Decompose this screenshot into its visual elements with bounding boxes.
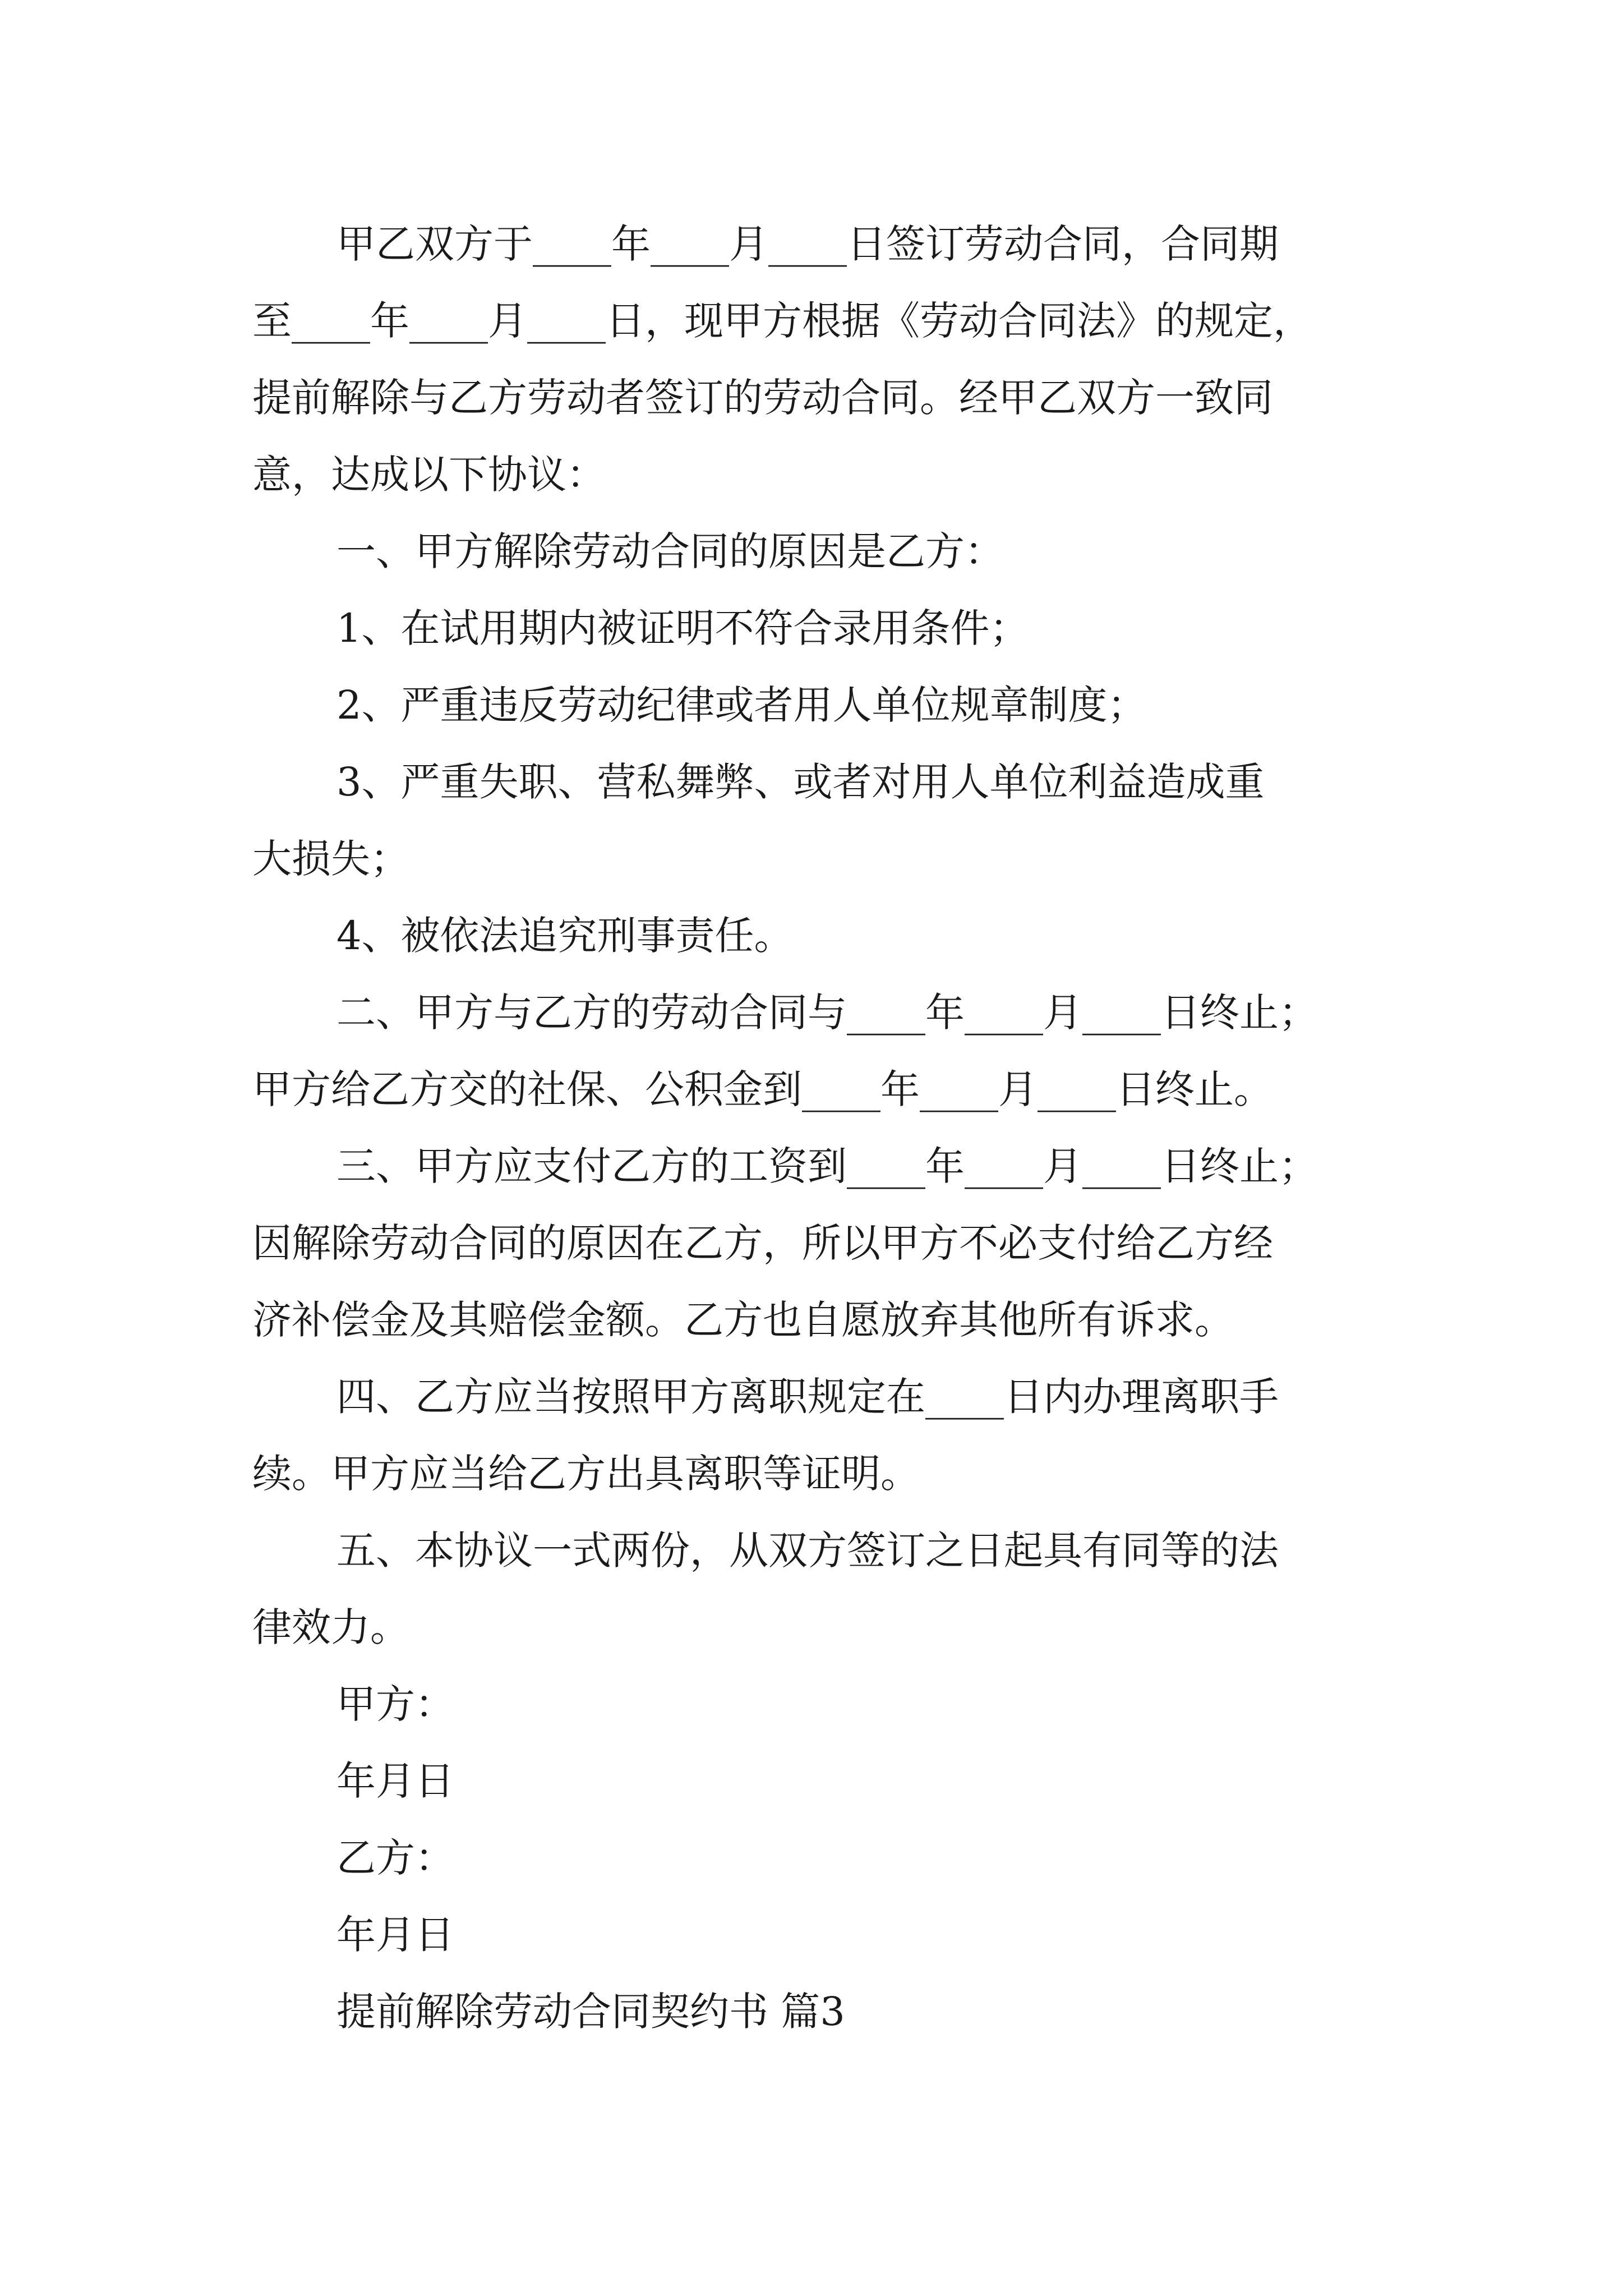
section-five-line-1: 五、本协议一式两份，从双方签订之日起具有同等的法 <box>336 1527 1279 1573</box>
section-three-line-1: 三、甲方应支付乙方的工资到____年____月____日终止； <box>336 1143 1318 1189</box>
section-five-line-2: 律效力。 <box>252 1604 409 1650</box>
section-three-line-2: 因解除劳动合同的原因在乙方，所以甲方不必支付给乙方经 <box>252 1220 1273 1266</box>
section-one-heading: 一、甲方解除劳动合同的原因是乙方： <box>336 528 1004 574</box>
section-three-line-3: 济补偿金及其赔偿金额。乙方也自愿放弃其他所有诉求。 <box>252 1297 1234 1343</box>
section-four-line-2: 续。甲方应当给乙方出具离职等证明。 <box>252 1451 920 1497</box>
paragraph-intro-line-3: 提前解除与乙方劳动者签订的劳动合同。经甲乙双方一致同 <box>252 375 1273 421</box>
list-item-1: 1、在试用期内被证明不符合录用条件； <box>336 605 1029 651</box>
paragraph-intro-line-4: 意，达成以下协议： <box>252 452 606 498</box>
party-a-date-label: 年月日 <box>336 1758 454 1804</box>
list-item-2: 2、严重违反劳动纪律或者用人单位规章制度； <box>336 682 1147 728</box>
list-item-4: 4、被依法追究刑事责任。 <box>336 913 794 959</box>
party-a-signature-label: 甲方： <box>336 1681 454 1727</box>
paragraph-intro-line-2: 至____年____月____日，现甲方根据《劳动合同法》的规定， <box>252 298 1312 344</box>
party-b-date-label: 年月日 <box>336 1912 454 1958</box>
section-two-line-2: 甲方给乙方交的社保、公积金到____年____月____日终止。 <box>252 1066 1273 1112</box>
party-b-signature-label: 乙方： <box>336 1835 454 1881</box>
next-section-title: 提前解除劳动合同契约书 篇3 <box>336 1989 845 2035</box>
list-item-3-line-1: 3、严重失职、营私舞弊、或者对用人单位利益造成重 <box>336 759 1265 805</box>
section-two-line-1: 二、甲方与乙方的劳动合同与____年____月____日终止； <box>336 990 1318 1036</box>
paragraph-intro-line-1: 甲乙双方于____年____月____日签订劳动合同，合同期 <box>336 221 1279 267</box>
list-item-3-line-2: 大损失； <box>252 836 409 882</box>
section-four-line-1: 四、乙方应当按照甲方离职规定在____日内办理离职手 <box>336 1374 1279 1420</box>
